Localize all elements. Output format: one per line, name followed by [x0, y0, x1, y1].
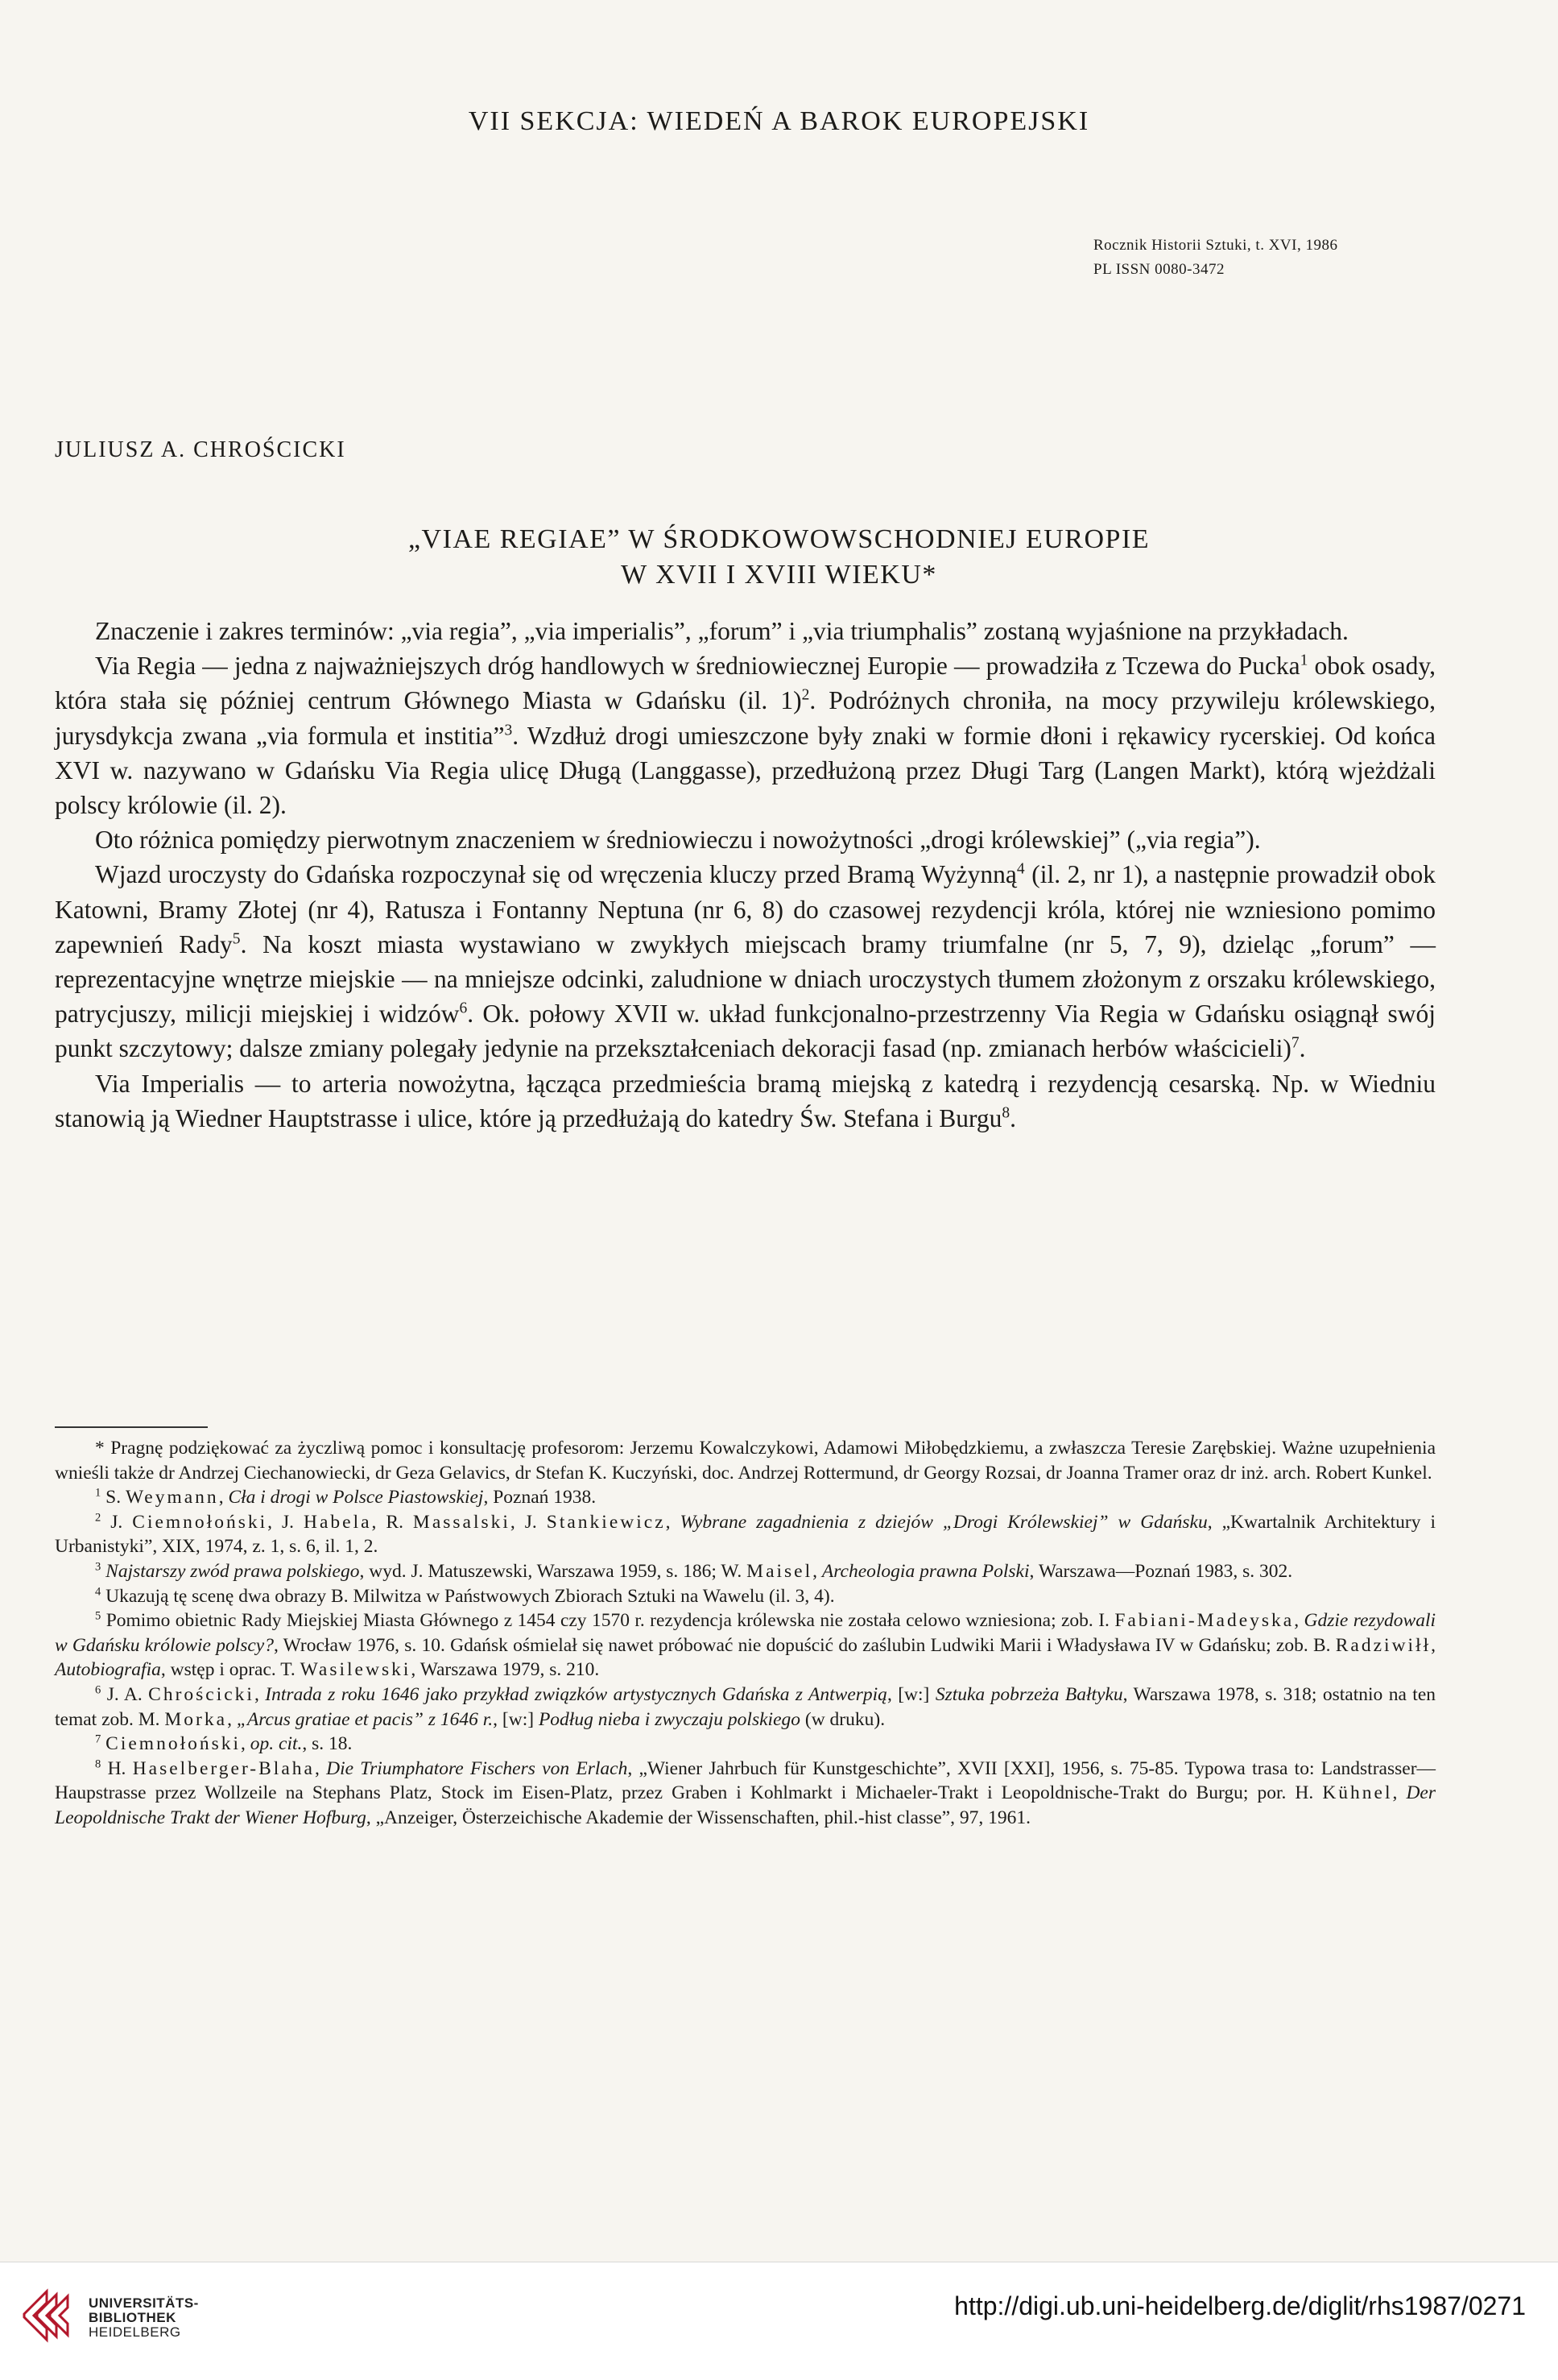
- paragraph-2: Via Regia — jedna z najważniejszych dróg handlowych w średniowiecznej Europie — prowadziła z Tczewa do Pucka$^1$ obok osady, która stała się później centrum Głównego Miasta w Gdańsku (il. 1)$^2$. Podróżnych chroniła, na mocy przywileju królewskiego, jurysdykcja zwana „via formula et institia”$^3$. Wzdłuż drogi umieszczone były znaki w formie dłoni i rękawicy rycerskiej. Od końca XVI w. nazywano w Gdańsku Via Regia ulicę Długą (Langgasse), przedłużoną przez Długi Targ (Langen Markt), którą wjeżdżali polscy królowie (il. 2).: [55, 652, 1436, 820]
- title-line-2: W XVII I XVIII WIEKU*: [621, 560, 937, 590]
- footnote-1: $^1$ S. Weymann, Cła i drogi w Polsce Piastowskiej, Poznań 1938.: [95, 1486, 597, 1509]
- footnote-ref-8: 8: [1002, 1104, 1010, 1122]
- library-logo-icon: [19, 2282, 76, 2348]
- footnote-7: $^7$ Ciemnołoński, op. cit., s. 18.: [95, 1732, 353, 1755]
- footnote-divider: [55, 1426, 208, 1428]
- footnotes: [55, 1436, 1436, 1831]
- footnote-6: $^6$ J. A. Chrościcki, Intrada z roku 1646 jako przykład związków artystycznych Gdańska z Antwerpią, [w:] Sztuka pobrzeża Bałtyku, Warszawa 1978, s. 318; ostatnio na ten temat zob. M. Morka, „Arcus gratiae et pacis” z 1646 r., [w:] Podług nieba i zwyczaju polskiego (w druku).: [55, 1683, 1436, 1730]
- paragraph-1: Znaczenie i zakres terminów: „via regia”, „via imperialis”, „forum” i „via triumphalis” zostaną wyjaśnione na przykładach.: [95, 617, 1349, 645]
- footnote-ref-4: 4: [1016, 860, 1025, 878]
- library-footer: [0, 2262, 1558, 2380]
- title-line-1: „VIAE REGIAE” W ŚRODKOWOWSCHODNIEJ EUROPIE: [407, 524, 1151, 554]
- footnote-ref-3: 3: [504, 721, 513, 739]
- journal-citation: Rocznik Historii Sztuki, t. XVI, 1986: [1093, 237, 1338, 254]
- article-author: JULIUSZ A. CHROŚCICKI: [55, 437, 346, 462]
- footnote-ref-2: 2: [801, 686, 810, 704]
- footnote-ref-5: 5: [232, 930, 241, 948]
- paragraph-3: Oto różnica pomiędzy pierwotnym znaczeniem w średniowieczu i nowożytności „drogi królewskiej” („via regia”).: [95, 826, 1261, 855]
- section-heading: VII SEKCJA: WIEDEŃ A BAROK EUROPEJSKI: [468, 106, 1090, 136]
- footnote-3: $^3$ Najstarszy zwód prawa polskiego, wyd. J. Matuszewski, Warszawa 1959, s. 186; W. Maisel, Archeologia prawna Polski, Warszawa—Poznań 1983, s. 302.: [95, 1560, 1293, 1582]
- paragraph-5: Via Imperialis — to arteria nowożytna, łącząca przedmieścia bramą miejską z katedrą i rezydencją cesarską. Np. w Wiedniu stanowią ją Wiedner Hauptstrasse i ulice, które ją przedłużają do katedry Św. Stefana i Burgu$^8$.: [55, 1069, 1436, 1132]
- paragraph-4: Wjazd uroczysty do Gdańska rozpoczynał się od wręczenia kluczy przed Bramą Wyżynną$^4$ (il. 2, nr 1), a następnie prowadził obok Katowni, Bramy Złotej (nr 4), Ratusza i Fontanny Neptuna (nr 6, 8) do czasowej rezydencji króla, której nie wzniesiono pomimo zapewnień Rady$^5$. Na koszt miasta wystawiano w zwykłych miejscach bramy triumfalne (nr 5, 7, 9), dzieląc „forum” — reprezentacyjne wnętrze miejskie — na mniejsze odcinki, zaludnione w dniach uroczystych tłumem złożonym z orszaku królewskiego, patrycjuszy, milicji miejskiej i widzów$^6$. Ok. połowy XVII w. układ funkcjonalno-przestrzenny Via Regia w Gdańsku osiągnął swój punkt szczytowy; dalsze zmiany polegały jedynie na przekształceniach dekoracji fasad (np. zmianach herbów właścicieli)$^7$.: [55, 860, 1436, 1063]
- article-title: [0, 522, 1558, 593]
- source-url-link[interactable]: http://digi.ub.uni-heidelberg.de/diglit/rhs1987/0271: [954, 2291, 1526, 2320]
- article-body: [55, 614, 1436, 1136]
- journal-issn: PL ISSN 0080-3472: [1093, 261, 1225, 278]
- footnote-ref-1: 1: [1300, 652, 1308, 669]
- footnote-2: $^2$ J. Ciemnołoński, J. Habela, R. Massalski, J. Stankiewicz, Wybrane zagadnienia z dziejów „Drogi Królewskiej” w Gdańsku, „Kwartalnik Architektury i Urbanistyki”, XIX, 1974, z. 1, s. 6, il. 1, 2.: [55, 1511, 1436, 1558]
- journal-info: [1093, 234, 1337, 282]
- library-name: UNIVERSITÄTS- BIBLIOTHEK HEIDELBERG: [89, 2295, 199, 2340]
- footnote-ref-7: 7: [1291, 1034, 1300, 1052]
- footnote-ref-6: 6: [459, 1000, 468, 1017]
- footnote-4: $^4$ Ukazują tę scenę dwa obrazy B. Milwitza w Państwowych Zbiorach Sztuki na Wawelu (il. 3, 4).: [95, 1584, 835, 1607]
- footnote-star: * Pragnę podziękować za życzliwą pomoc i konsultację profesorom: Jerzemu Kowalczykowi, Adamowi Miłobędzkiemu, a zwłaszcza Teresie Zarębskiej. Ważne uzupełnienia wnieśli także dr Andrzej Ciechanowiecki, dr Geza Gelavics, dr Stefan K. Kuczyński, doc. Andrzej Rottermund, dr Georgy Rozsai, dr Joanna Tramer oraz dr inż. arch. Robert Kunkel.: [55, 1438, 1436, 1484]
- footnote-5: $^5$ Pomimo obietnic Rady Miejskiej Miasta Głównego z 1454 czy 1570 r. rezydencja królewska nie została celowo wzniesiona; zob. I. Fabiani-Madeyska, Gdzie rezydowali w Gdańsku królowie polscy?, Wrocław 1976, s. 10. Gdańsk ośmielał się nawet próbować nie dopuścić do zaślubin Ludwiki Marii i Władysława IV w Gdańsku; zob. B. Radziwiłł, Autobiografia, wstęp i oprac. T. Wasilewski, Warszawa 1979, s. 210.: [55, 1609, 1436, 1681]
- footnote-8: $^8$ H. Haselberger-Blaha, Die Triumphatore Fischers von Erlach, „Wiener Jahrbuch für Kunstgeschichte”, XVII [XXI], 1956, s. 75-85. Typowa trasa to: Landstrasser—Haupstrasse przez Wollzeile na Stephans Platz, Stock im Eisen-Platz, przez Graben i Kohlmarkt i Michaeler-Trakt i Leopoldnische-Trakt do Burgu; por. H. Kühnel, Der Leopoldnische Trakt der Wiener Hofburg, „Anzeiger, Österzeichische Akademie der Wissenschaften, phil.-hist classe”, 97, 1961.: [55, 1757, 1436, 1828]
